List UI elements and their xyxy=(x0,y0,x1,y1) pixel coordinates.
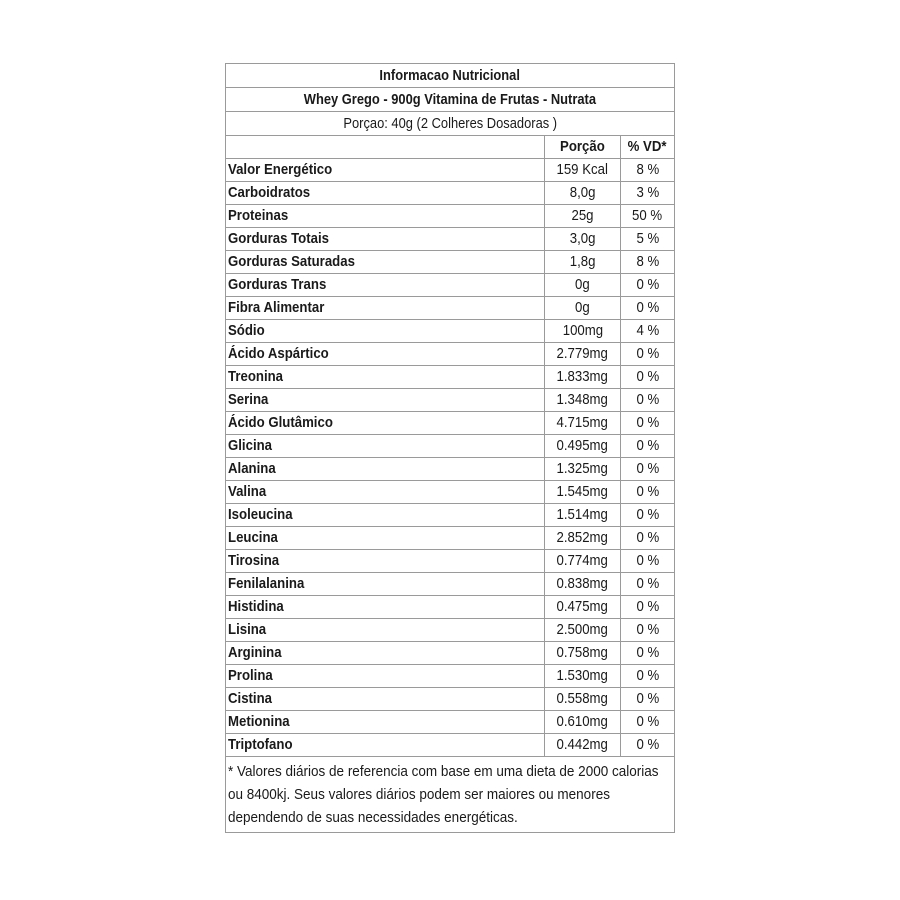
nutrient-amount: 0.558mg xyxy=(545,688,621,711)
nutrient-row xyxy=(226,251,674,274)
column-header-nutrient xyxy=(226,136,545,159)
nutrient-amount: 1.325mg xyxy=(545,458,621,481)
nutrient-row xyxy=(226,550,674,573)
column-header-portion: Porção xyxy=(545,136,621,159)
nutrient-amount: 0g xyxy=(545,274,621,297)
nutrient-row xyxy=(226,688,674,711)
nutrient-dv: 4 % xyxy=(621,320,675,343)
nutrient-dv: 0 % xyxy=(621,458,675,481)
nutrient-row xyxy=(226,527,674,550)
serving-size: Porçao: 40g (2 Colheres Dosadoras ) xyxy=(226,112,674,136)
nutrient-amount: 159 Kcal xyxy=(545,159,621,182)
nutrient-amount: 0.838mg xyxy=(545,573,621,596)
nutrient-dv: 0 % xyxy=(621,274,675,297)
nutrient-dv: 50 % xyxy=(621,205,675,228)
nutrient-name: Proteinas xyxy=(226,205,545,228)
nutrient-dv: 0 % xyxy=(621,642,675,665)
nutrient-name: Ácido Aspártico xyxy=(226,343,545,366)
nutrient-amount: 2.779mg xyxy=(545,343,621,366)
nutrient-amount: 0.475mg xyxy=(545,596,621,619)
nutrient-amount: 1.545mg xyxy=(545,481,621,504)
nutrient-name: Glicina xyxy=(226,435,545,458)
nutrient-dv: 0 % xyxy=(621,619,675,642)
nutrient-name: Lisina xyxy=(226,619,545,642)
nutrient-amount: 0.610mg xyxy=(545,711,621,734)
nutrient-amount: 0g xyxy=(545,297,621,320)
nutrient-row xyxy=(226,320,674,343)
nutrient-row xyxy=(226,642,674,665)
nutrient-amount: 25g xyxy=(545,205,621,228)
nutrient-row xyxy=(226,343,674,366)
nutrient-dv: 0 % xyxy=(621,734,675,757)
nutrient-amount: 1,8g xyxy=(545,251,621,274)
column-header-row xyxy=(226,136,674,159)
nutrient-row xyxy=(226,297,674,320)
nutrient-amount: 1.514mg xyxy=(545,504,621,527)
nutrient-dv: 0 % xyxy=(621,550,675,573)
nutrient-name: Serina xyxy=(226,389,545,412)
nutrient-row xyxy=(226,734,674,757)
column-header-dv: % VD* xyxy=(621,136,675,159)
footnote: * Valores diários de referencia com base em uma dieta de 2000 calorias ou 8400kj. Seus valores diários podem ser maiores ou menores dependendo de suas necessidades energéticas. xyxy=(228,763,659,826)
nutrient-name: Valor Energético xyxy=(226,159,545,182)
nutrient-name: Tirosina xyxy=(226,550,545,573)
nutrient-dv: 8 % xyxy=(621,159,675,182)
nutrient-name: Carboidratos xyxy=(226,182,545,205)
nutrient-amount: 0.442mg xyxy=(545,734,621,757)
nutrition-facts-label xyxy=(225,63,675,833)
label-title: Informacao Nutricional xyxy=(226,64,674,88)
nutrient-name: Alanina xyxy=(226,458,545,481)
nutrient-row xyxy=(226,228,674,251)
nutrient-amount: 0.495mg xyxy=(545,435,621,458)
nutrient-name: Isoleucina xyxy=(226,504,545,527)
product-name: Whey Grego - 900g Vitamina de Frutas - Nutrata xyxy=(226,88,674,112)
nutrient-name: Ácido Glutâmico xyxy=(226,412,545,435)
nutrient-row xyxy=(226,504,674,527)
nutrient-dv: 0 % xyxy=(621,412,675,435)
nutrient-name: Prolina xyxy=(226,665,545,688)
nutrient-dv: 0 % xyxy=(621,343,675,366)
nutrient-amount: 3,0g xyxy=(545,228,621,251)
nutrient-row xyxy=(226,573,674,596)
nutrient-name: Treonina xyxy=(226,366,545,389)
nutrient-dv: 0 % xyxy=(621,596,675,619)
nutrient-row xyxy=(226,366,674,389)
nutrient-row xyxy=(226,481,674,504)
nutrient-dv: 0 % xyxy=(621,389,675,412)
nutrient-dv: 0 % xyxy=(621,573,675,596)
nutrient-amount: 1.348mg xyxy=(545,389,621,412)
nutrient-name: Arginina xyxy=(226,642,545,665)
nutrient-amount: 0.758mg xyxy=(545,642,621,665)
nutrition-table xyxy=(226,136,674,757)
nutrient-name: Sódio xyxy=(226,320,545,343)
nutrient-amount: 2.500mg xyxy=(545,619,621,642)
nutrient-name: Cistina xyxy=(226,688,545,711)
nutrient-dv: 0 % xyxy=(621,711,675,734)
nutrient-row xyxy=(226,274,674,297)
nutrient-name: Leucina xyxy=(226,527,545,550)
nutrient-name: Gorduras Trans xyxy=(226,274,545,297)
nutrient-row xyxy=(226,182,674,205)
nutrient-row xyxy=(226,458,674,481)
nutrient-dv: 3 % xyxy=(621,182,675,205)
nutrient-name: Histidina xyxy=(226,596,545,619)
nutrient-row xyxy=(226,711,674,734)
nutrient-name: Triptofano xyxy=(226,734,545,757)
nutrient-row xyxy=(226,412,674,435)
nutrient-row xyxy=(226,665,674,688)
nutrient-dv: 8 % xyxy=(621,251,675,274)
nutrient-row xyxy=(226,596,674,619)
nutrient-amount: 2.852mg xyxy=(545,527,621,550)
nutrient-amount: 0.774mg xyxy=(545,550,621,573)
nutrient-name: Metionina xyxy=(226,711,545,734)
nutrient-dv: 5 % xyxy=(621,228,675,251)
nutrient-name: Fibra Alimentar xyxy=(226,297,545,320)
nutrient-name: Gorduras Saturadas xyxy=(226,251,545,274)
nutrient-row xyxy=(226,205,674,228)
nutrient-amount: 1.530mg xyxy=(545,665,621,688)
nutrient-dv: 0 % xyxy=(621,665,675,688)
nutrient-amount: 100mg xyxy=(545,320,621,343)
nutrient-dv: 0 % xyxy=(621,688,675,711)
nutrient-row xyxy=(226,159,674,182)
nutrient-amount: 1.833mg xyxy=(545,366,621,389)
nutrient-amount: 4.715mg xyxy=(545,412,621,435)
nutrient-name: Valina xyxy=(226,481,545,504)
nutrient-row xyxy=(226,435,674,458)
nutrient-row xyxy=(226,619,674,642)
nutrient-amount: 8,0g xyxy=(545,182,621,205)
nutrient-name: Gorduras Totais xyxy=(226,228,545,251)
nutrient-dv: 0 % xyxy=(621,527,675,550)
nutrient-row xyxy=(226,389,674,412)
nutrient-dv: 0 % xyxy=(621,297,675,320)
nutrient-dv: 0 % xyxy=(621,504,675,527)
nutrient-dv: 0 % xyxy=(621,366,675,389)
nutrient-dv: 0 % xyxy=(621,435,675,458)
nutrient-dv: 0 % xyxy=(621,481,675,504)
nutrient-name: Fenilalanina xyxy=(226,573,545,596)
